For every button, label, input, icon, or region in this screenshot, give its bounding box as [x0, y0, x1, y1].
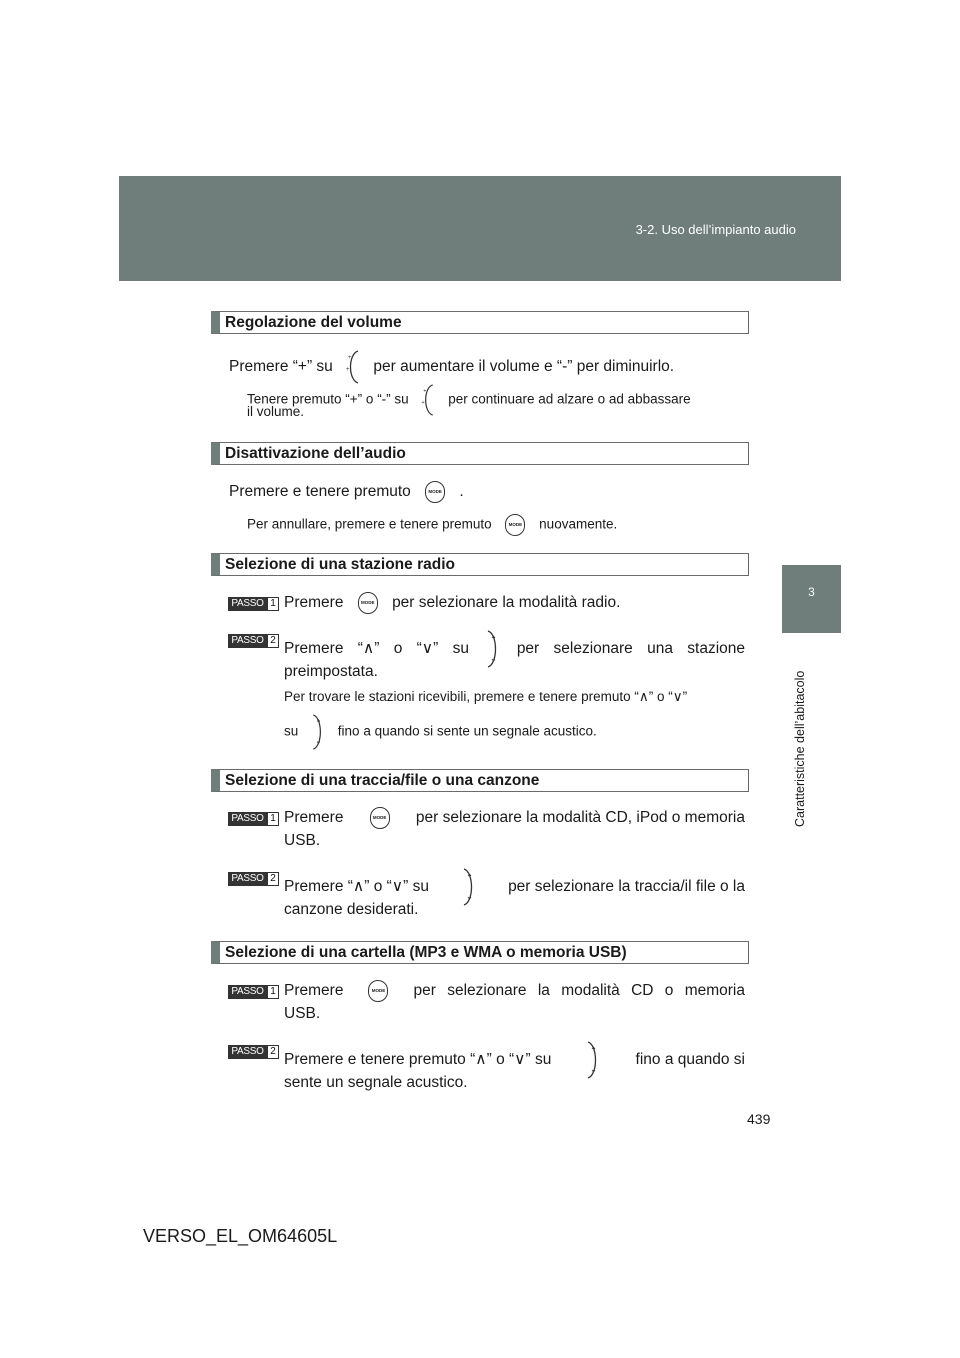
track-step1-a: Premere	[284, 809, 344, 826]
folder-step1-a: Premere	[284, 982, 344, 999]
page-number: 439	[747, 1111, 771, 1127]
seek-switch-icon	[461, 868, 477, 906]
track-step1-line2: USB.	[284, 832, 321, 849]
step-badge-1	[228, 597, 279, 611]
radio-step2-b: per selezionare una stazione	[516, 640, 745, 657]
step-badge-2	[228, 872, 279, 886]
svg-text:+: +	[423, 388, 428, 395]
mode-button-icon: MODE	[370, 807, 390, 829]
step-word: PASSO	[228, 634, 267, 648]
seek-switch-icon	[585, 1041, 601, 1079]
mute-instruction	[229, 481, 464, 503]
step-word: PASSO	[228, 985, 267, 999]
svg-text:+: +	[421, 399, 426, 406]
volume-instruction	[229, 350, 674, 384]
svg-text:+: +	[348, 355, 352, 361]
step-word: PASSO	[228, 872, 267, 886]
volume-switch-icon	[420, 384, 436, 416]
mute-note-a: Per annullare, premere e tenere premuto	[247, 516, 492, 532]
step-word: PASSO	[228, 1045, 267, 1059]
section-heading-radio: Selezione di una stazione radio	[211, 553, 749, 576]
section-heading-volume: Regolazione del volume	[211, 311, 749, 334]
track-step1-b: per selezionare la modalità CD, iPod o memoria	[415, 809, 745, 826]
seek-switch-icon	[310, 714, 326, 750]
radio-step2-a: Premere “∧” o “∨” su	[284, 640, 469, 657]
document-code: VERSO_EL_OM64605L	[143, 1226, 338, 1246]
section-heading-folder: Selezione di una cartella (MP3 e WMA o memoria USB)	[211, 941, 749, 964]
radio-step1-b: per selezionare la modalità radio.	[392, 594, 621, 612]
section-heading-mute: Disattivazione dell’audio	[211, 442, 749, 465]
step-badge-2	[228, 634, 279, 648]
radio-step2-line2: preimpostata.	[284, 663, 378, 680]
chapter-number: 3	[808, 585, 815, 599]
step-word: PASSO	[228, 597, 267, 611]
folder-step2-line2: sente un segnale acustico.	[284, 1074, 468, 1091]
folder-step1-b: per selezionare la modalità CD o memoria	[413, 982, 745, 999]
mute-instruction-a: Premere e tenere premuto	[229, 483, 411, 501]
step-number: 2	[267, 1045, 279, 1059]
track-step2-a: Premere “∧” o “∨” su	[284, 878, 429, 895]
chapter-label-text: Caratteristiche dell’abitacolo	[793, 670, 807, 827]
folder-step2-a: Premere e tenere premuto “∧” o “∨” su	[284, 1051, 552, 1068]
volume-switch-icon	[345, 350, 361, 384]
folder-step1-line2: USB.	[284, 1005, 321, 1022]
folder-step2-b: fino a quando si	[635, 1051, 745, 1068]
volume-instruction-a: Premere “+” su	[229, 358, 333, 376]
folder-step1	[284, 980, 745, 1002]
mode-button-icon: MODE	[358, 592, 378, 614]
mode-button-icon: MODE	[425, 481, 445, 503]
mode-button-icon: MODE	[368, 980, 388, 1002]
step-number: 1	[267, 812, 279, 826]
radio-note-b: su	[284, 723, 299, 739]
step-word: PASSO	[228, 812, 267, 826]
svg-text:+: +	[346, 367, 350, 373]
chapter-tab	[782, 565, 841, 633]
step-number: 2	[267, 872, 279, 886]
section-heading-track: Selezione di una traccia/file o una canzone	[211, 769, 749, 792]
mute-instruction-b: .	[459, 483, 464, 501]
track-step1	[284, 807, 745, 829]
volume-note-line2: il volume.	[247, 404, 305, 419]
step-badge-2	[228, 1045, 279, 1059]
mode-button-icon: MODE	[505, 514, 525, 536]
mute-note	[247, 514, 617, 536]
track-step2-line2: canzone desiderati.	[284, 901, 419, 918]
step-badge-1	[228, 985, 279, 999]
radio-step1	[284, 592, 620, 614]
step-number: 2	[267, 634, 279, 648]
radio-step1-a: Premere	[284, 594, 344, 612]
volume-note-a: Tenere premuto “+” o “-” su	[247, 391, 409, 407]
track-step2-b: per selezionare la traccia/il file o la	[508, 878, 745, 895]
radio-note-line2	[284, 714, 597, 750]
section-title: 3-2. Uso dell’impianto audio	[635, 222, 796, 237]
volume-instruction-b: per aumentare il volume e “-” per diminuirlo.	[373, 358, 675, 376]
step-number: 1	[267, 597, 279, 611]
step-number: 1	[267, 985, 279, 999]
volume-note-line1	[247, 384, 691, 416]
header-band	[119, 176, 841, 281]
step-badge-1	[228, 812, 279, 826]
radio-note-c: fino a quando si sente un segnale acustico.	[337, 723, 597, 739]
radio-note-line1: Per trovare le stazioni ricevibili, premere e tenere premuto “∧” o “∨”	[284, 689, 688, 704]
volume-note-b: per continuare ad alzare o ad abbassare	[448, 391, 691, 407]
mute-note-b: nuovamente.	[539, 516, 618, 532]
seek-switch-icon	[485, 630, 501, 668]
